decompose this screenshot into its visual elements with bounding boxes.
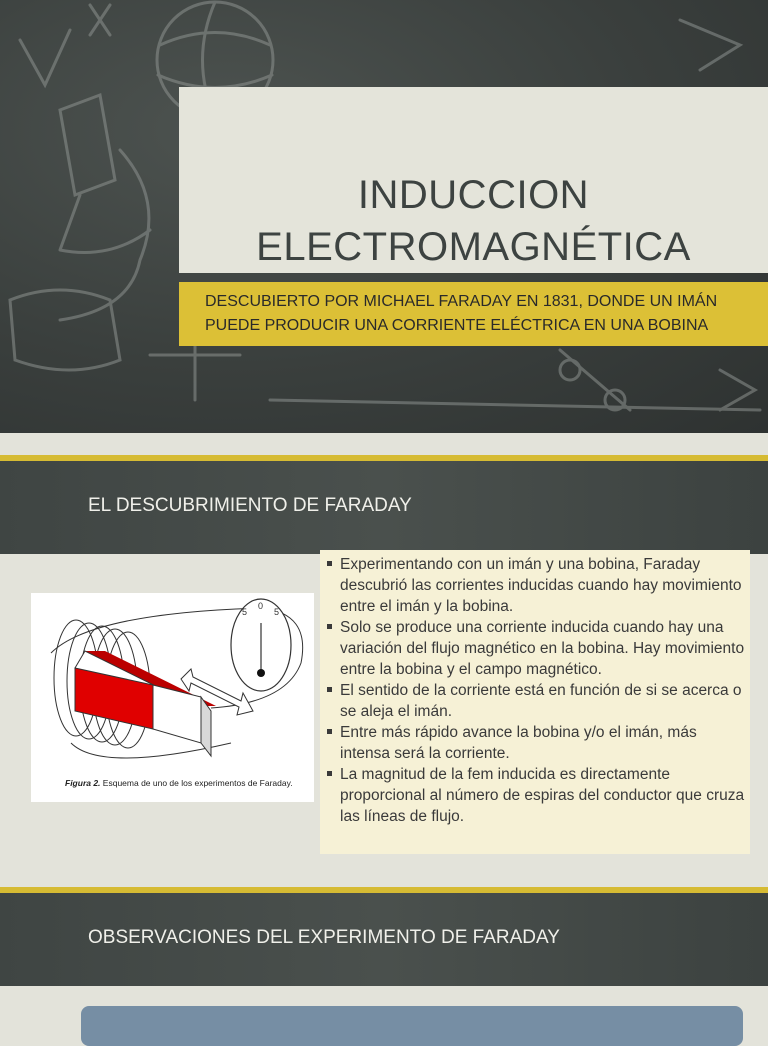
caption-label: Figura 2. (65, 778, 101, 788)
bullet-item: Experimentando con un imán y una bobina, Faraday descubrió las corrientes inducidas cuando hay movimiento entre el imán y la bobina. (326, 554, 750, 617)
bullet-item: Solo se produce una corriente inducida cuando hay una variación del flujo magnético en la bobina. Hay movimiento entre la bobina y el campo magnético. (326, 617, 750, 680)
gauge-label-center: 0 (258, 601, 264, 611)
section-title: OBSERVACIONES DEL EXPERIMENTO DE FARADAY (88, 927, 560, 948)
bullet-item: El sentido de la corriente está en función de si se acerca o se aleja el imán. (326, 680, 750, 722)
title-line-2: ELECTROMAGNÉTICA (256, 225, 691, 269)
bullet-item: La magnitud de la fem inducida es directamente proporcional al número de espiras del conductor que cruza las líneas de flujo. (326, 764, 750, 827)
title-slide (0, 0, 768, 433)
faraday-experiment-figure (31, 593, 314, 802)
subtitle-panel (179, 282, 768, 346)
coil-magnet-illustration (31, 593, 314, 802)
slide-gap (0, 433, 768, 455)
book-doodle (10, 290, 120, 370)
x-mark-doodle (90, 5, 110, 35)
gauge-label-left: 5 (242, 607, 248, 617)
microscope-doodle (60, 95, 115, 195)
section-header-discovery (0, 461, 768, 554)
section-header-observations (0, 893, 768, 986)
figure-caption (65, 778, 293, 788)
gauge-label-right: 5 (274, 607, 280, 617)
caption-text: Esquema de uno de los experimentos de Faraday. (100, 778, 293, 788)
slide-title (179, 169, 768, 273)
title-panel (179, 87, 768, 273)
check-mark-doodle (20, 30, 70, 85)
galvanometer (231, 599, 291, 691)
slide-subtitle (205, 290, 745, 338)
content-box (81, 1006, 743, 1046)
notes-panel (320, 550, 750, 854)
bullet-list (326, 554, 750, 827)
bullet-item: Entre más rápido avance la bobina y/o el imán, más intensa será la corriente. (326, 722, 750, 764)
title-line-1: INDUCCION (357, 173, 590, 217)
subtitle-line-2: PUEDE PRODUCIR UNA CORRIENTE ELÉCTRICA EN UNA BOBINA (205, 317, 709, 334)
subtitle-line-1: DESCUBIERTO POR MICHAEL FARADAY EN 1831, DONDE UN IMÁN (205, 293, 718, 310)
section-title: EL DESCUBRIMIENTO DE FARADAY (88, 495, 412, 516)
